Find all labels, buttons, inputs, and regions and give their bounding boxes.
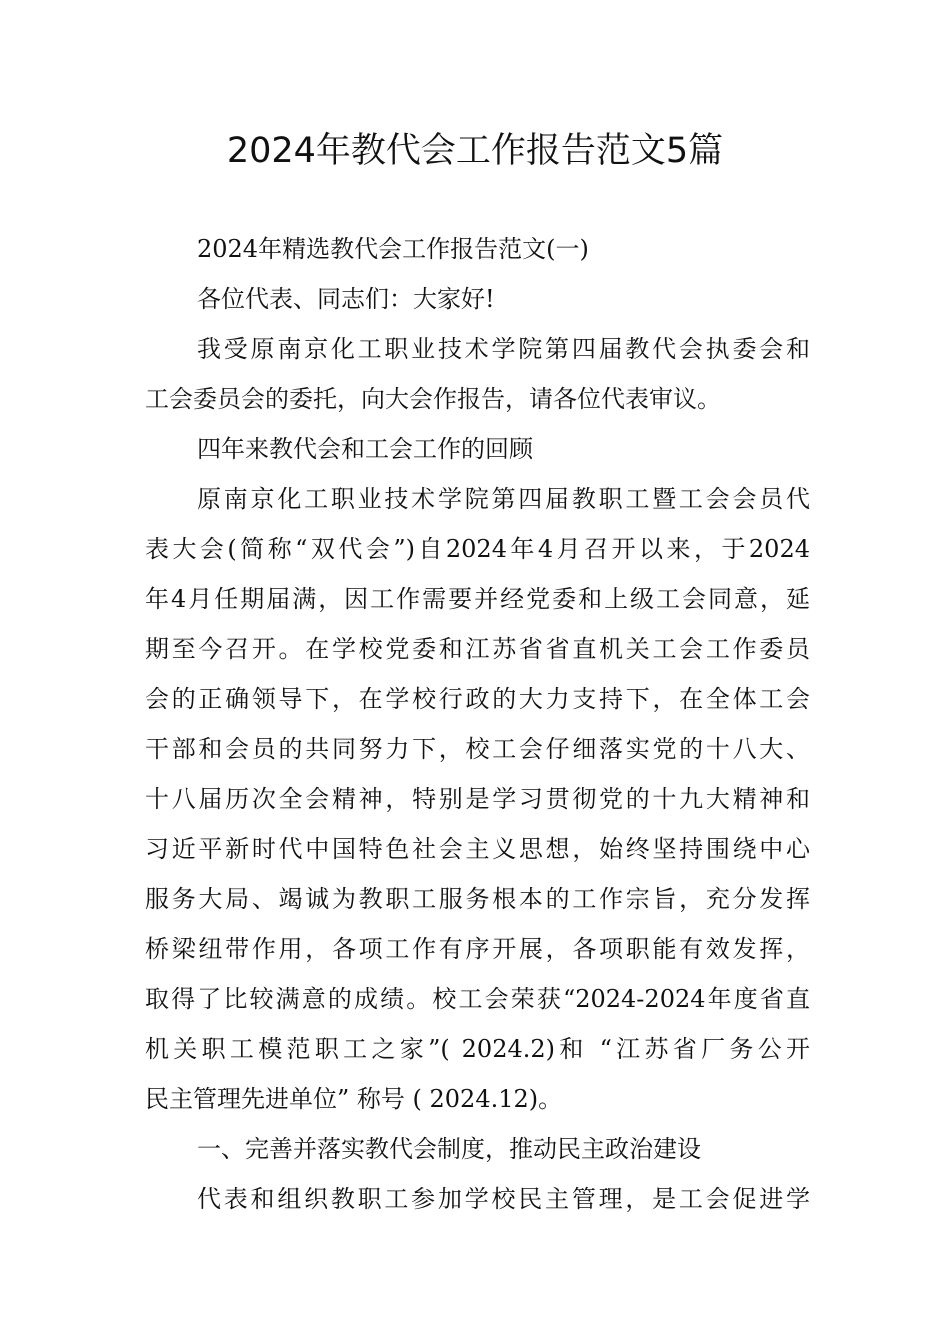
paragraph-line: 会的正确领导下，在学校行政的大力支持下，在全体工会	[145, 685, 810, 713]
document-body	[145, 224, 810, 1224]
paragraph-line: 服务大局、竭诚为教职工服务根本的工作宗旨，充分发挥	[145, 885, 810, 913]
paragraph-line: 我受原南京化工职业技术学院第四届教代会执委会和	[197, 335, 810, 363]
document-title: 2024年教代会工作报告范文5篇	[226, 131, 724, 171]
salutation-line: 各位代表、同志们：大家好!	[197, 285, 495, 313]
paragraph-line: 代表和组织教职工参加学校民主管理，是工会促进学	[197, 1185, 810, 1213]
paragraph-line: 年4月任期届满，因工作需要并经党委和上级工会同意，延	[145, 585, 810, 613]
paragraph-line: 机关职工模范职工之家”( 2024.2)和 “江苏省厂务公开	[145, 1035, 810, 1063]
paragraph-line: 民主管理先进单位” 称号 ( 2024.12)。	[145, 1085, 563, 1113]
section-heading: 2024年精选教代会工作报告范文(一)	[197, 235, 589, 263]
section-heading: 一、完善并落实教代会制度，推动民主政治建设	[197, 1135, 701, 1163]
subheading-line: 四年来教代会和工会工作的回顾	[197, 435, 533, 463]
paragraph-line: 习近平新时代中国特色社会主义思想，始终坚持围绕中心	[145, 835, 810, 863]
paragraph-line: 表大会(简称“双代会”)自2024年4月召开以来，于2024	[145, 535, 810, 563]
paragraph-line: 工会委员会的委托，向大会作报告，请各位代表审议。	[145, 385, 721, 413]
paragraph-line: 十八届历次全会精神，特别是学习贯彻党的十九大精神和	[145, 785, 810, 813]
paragraph-line: 原南京化工职业技术学院第四届教职工暨工会会员代	[197, 485, 810, 513]
paragraph-line: 桥梁纽带作用，各项工作有序开展，各项职能有效发挥，	[145, 935, 810, 963]
paragraph-line: 取得了比较满意的成绩。校工会荣获“2024-2024年度省直	[145, 985, 810, 1013]
paragraph-line: 期至今召开。在学校党委和江苏省省直机关工会工作委员	[145, 635, 810, 663]
paragraph-line: 干部和会员的共同努力下，校工会仔细落实党的十八大、	[145, 735, 810, 763]
